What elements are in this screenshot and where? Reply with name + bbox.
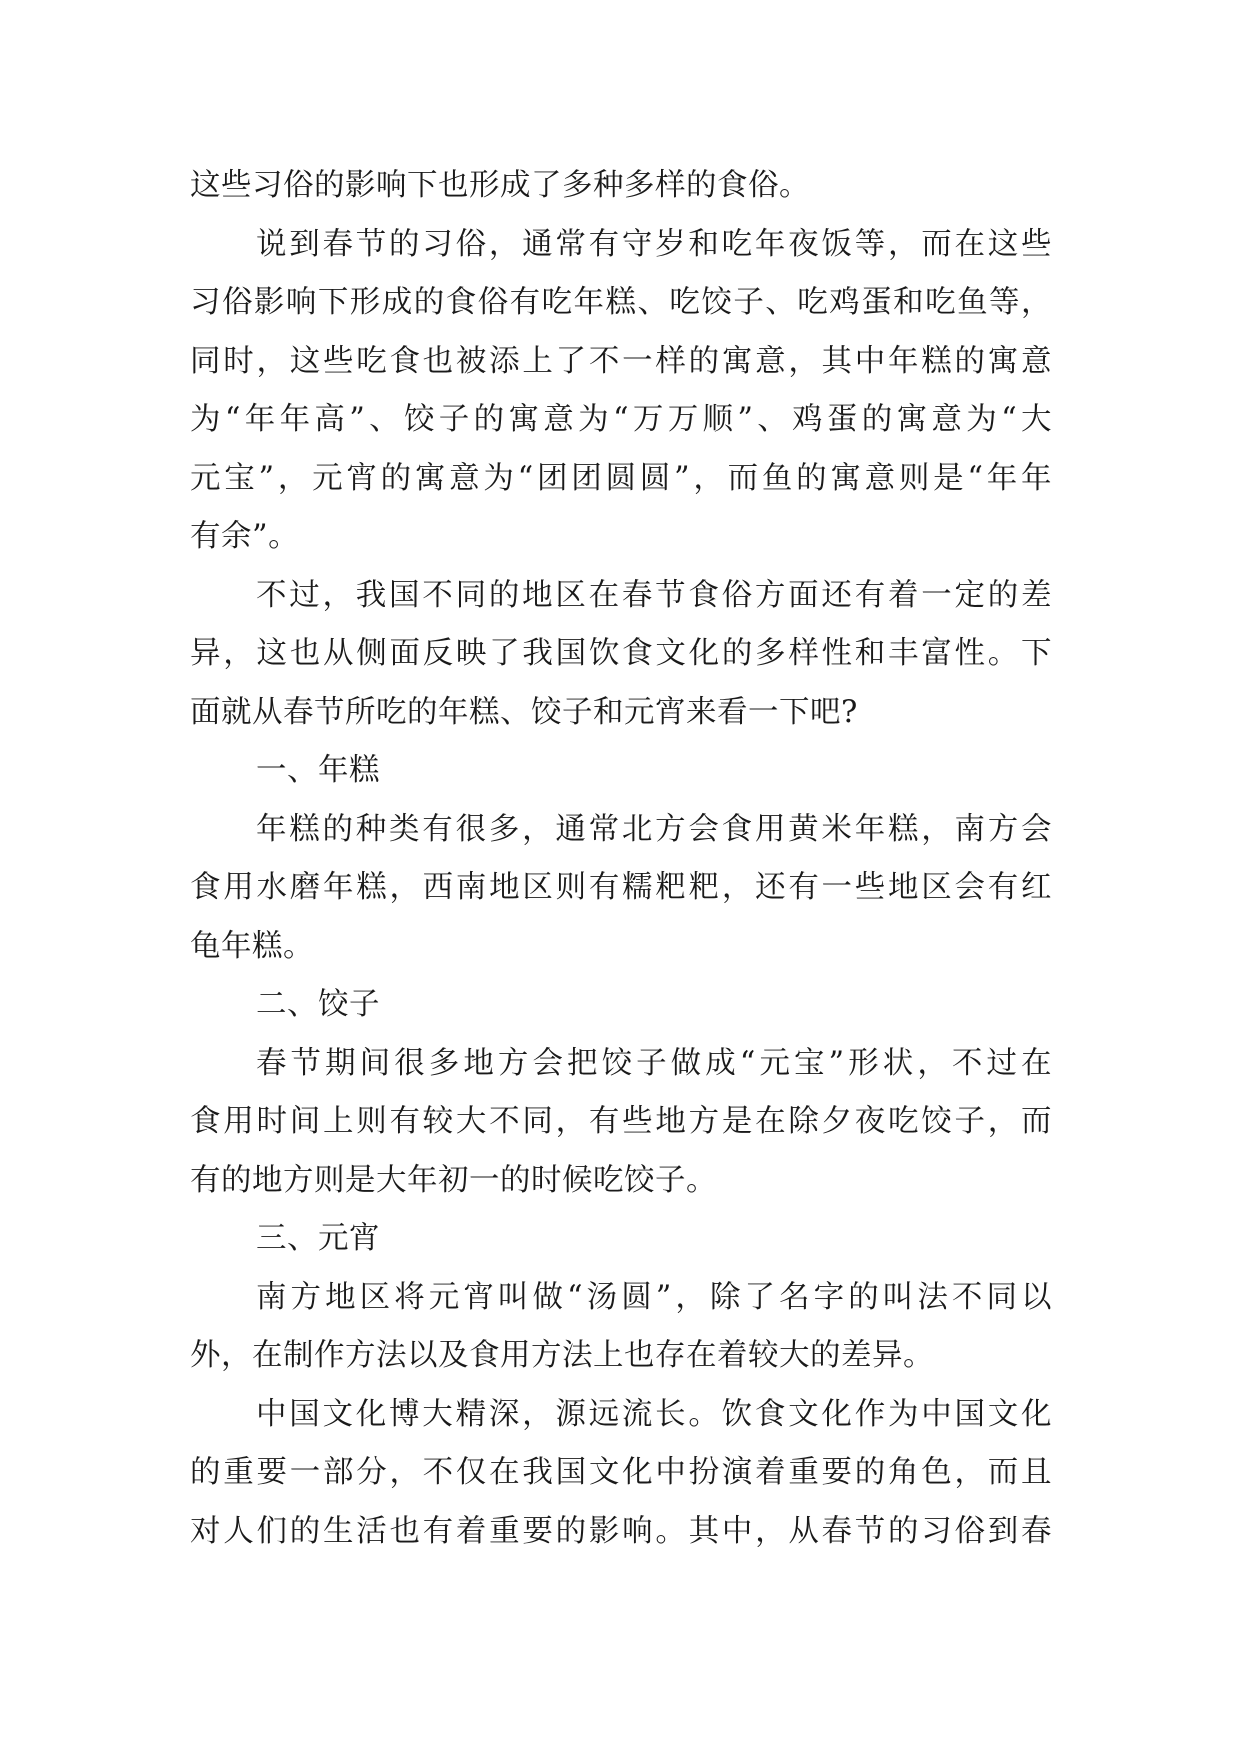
text-line: 异，这也从侧面反映了我国饮食文化的多样性和丰富性。下 [190, 636, 1052, 671]
text-line: 元宝”，元宵的寓意为“团团圆圆”，而鱼的寓意则是“年年 [190, 460, 1052, 496]
section-heading [190, 742, 1052, 801]
paragraph [190, 801, 1052, 977]
text-line: 食用水磨年糕，西南地区则有糯粑粑，还有一些地区会有红 [190, 870, 1052, 905]
text-line: 二、饺子 [256, 987, 380, 1022]
text-line: 对人们的生活也有着重要的影响。其中，从春节的习俗到春 [190, 1513, 1052, 1549]
paragraph [190, 567, 1052, 743]
text-line: 南方地区将元宵叫做“汤圆”，除了名字的叫法不同以 [256, 1279, 1052, 1315]
document-body [190, 157, 1052, 1561]
text-line: 面就从春节所吃的年糕、饺子和元宵来看一下吧? [190, 694, 858, 730]
text-line: 有的地方则是大年初一的时候吃饺子。 [190, 1162, 717, 1198]
text-line: 年糕的种类有很多，通常北方会食用黄米年糕，南方会 [256, 811, 1052, 847]
text-line: 三、元宵 [256, 1221, 380, 1256]
paragraph [190, 216, 1052, 567]
section-heading [190, 976, 1052, 1035]
text-line: 春节期间很多地方会把饺子做成“元宝”形状，不过在 [256, 1045, 1052, 1081]
text-line: 龟年糕。 [190, 928, 314, 964]
paragraph [190, 1386, 1052, 1562]
text-line: 说到春节的习俗，通常有守岁和吃年夜饭等，而在这些 [256, 226, 1052, 262]
text-line: 为“年年高”、饺子的寓意为“万万顺”、鸡蛋的寓意为“大 [190, 402, 1052, 437]
text-line: 习俗影响下形成的食俗有吃年糕、吃饺子、吃鸡蛋和吃鱼等， [190, 285, 1052, 320]
text-line: 食用时间上则有较大不同，有些地方是在除夕夜吃饺子，而 [190, 1104, 1052, 1139]
text-line: 中国文化博大精深，源远流长。饮食文化作为中国文化 [256, 1396, 1052, 1432]
text-line: 一、年糕 [256, 753, 380, 788]
paragraph [190, 1269, 1052, 1386]
paragraph [190, 157, 1052, 216]
text-line: 这些习俗的影响下也形成了多种多样的食俗。 [190, 168, 810, 203]
section-heading [190, 1210, 1052, 1269]
text-line: 外，在制作方法以及食用方法上也存在着较大的差异。 [190, 1338, 934, 1373]
text-line: 的重要一部分，不仅在我国文化中扮演着重要的角色，而且 [190, 1455, 1052, 1490]
text-line: 有余”。 [190, 519, 300, 554]
text-line: 不过，我国不同的地区在春节食俗方面还有着一定的差 [256, 577, 1052, 613]
text-line: 同时，这些吃食也被添上了不一样的寓意，其中年糕的寓意 [190, 343, 1052, 379]
paragraph [190, 1035, 1052, 1211]
